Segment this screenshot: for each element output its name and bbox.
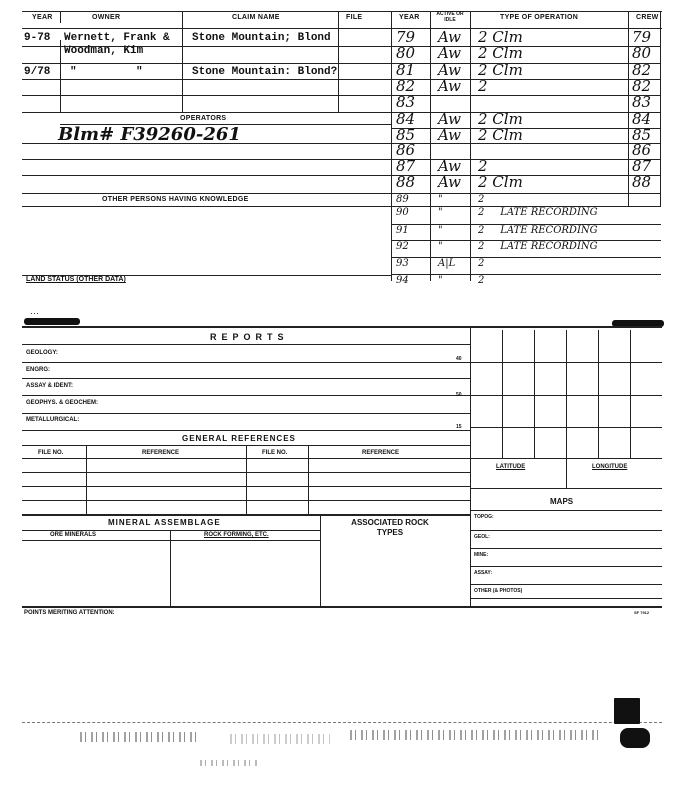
log-year: 93	[396, 258, 409, 269]
row-line	[22, 540, 320, 541]
vline	[534, 330, 535, 458]
reports-title: REPORTS	[210, 332, 289, 342]
points-meriting-attention-label: POINTS MERITING ATTENTION:	[24, 610, 115, 616]
log-line	[391, 175, 661, 176]
vline	[566, 330, 567, 488]
row-line	[22, 206, 392, 207]
claim-year-1: 9-78	[24, 32, 51, 44]
log-line	[391, 46, 661, 47]
claim-name-header: CLAIM NAME	[232, 14, 280, 21]
log-status: Aw	[438, 110, 461, 128]
claim-name-3: Stone Mountain: Blond?	[192, 66, 338, 78]
vline	[86, 445, 87, 514]
vline	[182, 11, 183, 112]
vline	[320, 514, 321, 606]
log-crew: 86	[632, 141, 652, 159]
vline	[630, 330, 631, 458]
log-status: "	[438, 275, 443, 286]
claim-owner-2: Woodman, Kim	[64, 45, 144, 57]
log-crew: 79	[632, 28, 652, 46]
active-idle-header: ACTIVE OR IDLE	[436, 11, 464, 23]
log-status: A|L	[438, 258, 456, 269]
scan-noise	[80, 732, 200, 742]
owner-header: OWNER	[92, 14, 121, 21]
row-line	[22, 430, 470, 431]
vline	[60, 40, 61, 112]
log-line	[391, 112, 661, 113]
log-operation: 2 Clm	[478, 44, 523, 62]
row-line	[22, 362, 470, 363]
row-line	[22, 79, 392, 80]
log-year: 92	[396, 241, 409, 252]
log-year: 89	[396, 194, 409, 205]
scan-noise	[230, 734, 330, 744]
grid-line	[470, 427, 662, 428]
longitude-label: LONGITUDE	[592, 464, 628, 470]
section-separator	[22, 606, 662, 608]
row-line	[22, 95, 392, 96]
year-header: YEAR	[32, 14, 53, 21]
log-crew: 83	[632, 93, 652, 111]
geol-label: GEOL:	[474, 534, 490, 540]
mineral-assemblage-title: MINERAL ASSEMBLAGE	[108, 518, 221, 527]
file-header: FILE	[346, 14, 363, 21]
scan-line	[22, 722, 662, 723]
log-crew: 88	[632, 173, 652, 191]
log-line	[391, 63, 661, 64]
log-operation: 2 Clm	[478, 110, 523, 128]
vline	[246, 445, 247, 514]
grid-line	[470, 488, 662, 489]
general-references-title: GENERAL REFERENCES	[182, 434, 296, 443]
log-operation: 2	[478, 157, 488, 175]
land-status-label: LAND STATUS (OTHER DATA)	[26, 276, 126, 283]
grid-line	[470, 362, 662, 363]
log-status: Aw	[438, 61, 461, 79]
grid-line	[470, 510, 662, 511]
vline	[502, 330, 503, 458]
log-year: 79	[396, 28, 416, 46]
geology-num: 40	[456, 356, 462, 362]
associated-rock-types-header: ASSOCIATED ROCK TYPES	[351, 518, 429, 537]
vline	[470, 326, 471, 606]
claim-name-1: Stone Mountain; Blond	[192, 32, 331, 44]
metallurgical-num: 15	[456, 424, 462, 430]
vline	[660, 11, 661, 206]
geology-label: GEOLOGY:	[26, 350, 58, 356]
mine-label: MINE:	[474, 552, 489, 558]
maps-title: MAPS	[550, 497, 574, 506]
year2-header: YEAR	[399, 14, 420, 21]
header-divider	[22, 28, 662, 29]
log-crew: 80	[632, 44, 652, 62]
assay-label: ASSAY & IDENT:	[26, 383, 74, 389]
log-crew: 82	[632, 61, 652, 79]
top-border	[22, 11, 662, 12]
rock-forming-header: ROCK FORMING, ETC.	[204, 532, 269, 538]
log-crew: 84	[632, 110, 652, 128]
log-year: 91	[396, 225, 409, 236]
ink-block	[614, 698, 640, 724]
log-year: 86	[396, 141, 416, 159]
row-line	[22, 530, 320, 531]
log-status: Aw	[438, 173, 461, 191]
log-operation: 2	[478, 194, 485, 205]
vline	[338, 11, 339, 112]
grid-line	[470, 566, 662, 567]
ore-minerals-header: ORE MINERALS	[50, 532, 97, 538]
row-line	[22, 112, 392, 113]
log-year: 81	[396, 61, 416, 79]
row-line	[22, 159, 392, 160]
log-line	[391, 159, 661, 160]
log-crew: 82	[632, 77, 652, 95]
log-status: Aw	[438, 44, 461, 62]
log-year: 88	[396, 173, 416, 191]
ink-blob	[620, 728, 650, 748]
section-separator	[22, 514, 470, 516]
log-crew: 85	[632, 126, 652, 144]
row-line	[22, 143, 392, 144]
claim-owner-3: " "	[70, 66, 143, 78]
vline	[308, 445, 309, 514]
vline	[170, 530, 171, 606]
operators-title: OPERATORS	[180, 115, 227, 122]
log-status: Aw	[438, 126, 461, 144]
log-year: 90	[396, 207, 409, 218]
claim-year-3: 9/78	[24, 66, 51, 78]
log-line	[391, 79, 661, 80]
scan-noise	[200, 760, 260, 766]
log-status: Aw	[438, 77, 461, 95]
row-line	[22, 378, 470, 379]
type-of-operation-header: TYPE OF OPERATION	[500, 14, 579, 21]
log-line	[391, 143, 661, 144]
geophys-num: 50	[456, 392, 462, 398]
grid-line	[470, 458, 662, 459]
vline	[628, 11, 629, 206]
grid-line	[470, 584, 662, 585]
grid-line	[470, 598, 662, 599]
row-line	[22, 193, 392, 194]
file-no-header: FILE NO.	[38, 450, 64, 456]
log-status: "	[438, 241, 443, 252]
log-year: 87	[396, 157, 416, 175]
log-line	[391, 95, 661, 96]
ink-smear-left	[24, 318, 80, 325]
log-year: 80	[396, 44, 416, 62]
log-line	[391, 193, 661, 194]
log-line	[391, 274, 661, 275]
log-crew: 87	[632, 157, 652, 175]
geophys-label: GEOPHYS. & GEOCHEM:	[26, 400, 99, 406]
grid-line	[470, 530, 662, 531]
grid-line	[470, 548, 662, 549]
latitude-label: LATITUDE	[496, 464, 526, 470]
section-separator	[22, 326, 662, 328]
log-status: Aw	[438, 28, 461, 46]
vline	[598, 330, 599, 458]
row-line	[22, 395, 470, 396]
grid-line	[470, 395, 662, 396]
row-line	[22, 344, 470, 345]
log-operation: 2 Clm	[478, 173, 523, 191]
metallurgical-label: METALLURGICAL:	[26, 417, 80, 423]
crew-header: CREW	[636, 14, 659, 21]
reference-header: REFERENCE	[142, 450, 180, 456]
log-operation: 2	[478, 258, 485, 269]
log-operation: 2 Clm	[478, 126, 523, 144]
assay-map-label: ASSAY:	[474, 570, 493, 576]
log-operation: 2	[478, 77, 488, 95]
row-line	[22, 175, 392, 176]
log-operation: 2 LATE RECORDING	[478, 241, 598, 252]
log-operation: 2 LATE RECORDING	[478, 207, 598, 218]
operators-text: Blm# F39260-261	[58, 124, 241, 145]
log-status: "	[438, 225, 443, 236]
engrg-label: ENGRG:	[26, 367, 50, 373]
log-operation: 2 Clm	[478, 61, 523, 79]
other-persons-title: OTHER PERSONS HAVING KNOWLEDGE	[102, 196, 249, 203]
log-line	[391, 257, 661, 258]
log-status: Aw	[438, 157, 461, 175]
log-status: "	[438, 207, 443, 218]
log-year: 94	[396, 275, 409, 286]
claim-owner-1: Wernett, Frank &	[64, 32, 170, 44]
form-code: SF 7912	[634, 610, 650, 615]
vline	[60, 11, 61, 23]
dot-mark: ···	[30, 308, 39, 318]
row-line	[22, 413, 470, 414]
log-year: 83	[396, 93, 416, 111]
scan-noise	[350, 730, 600, 740]
log-year: 82	[396, 77, 416, 95]
log-year: 85	[396, 126, 416, 144]
log-operation: 2	[478, 275, 485, 286]
log-status: "	[438, 194, 443, 205]
row-line	[22, 63, 392, 64]
log-year: 84	[396, 110, 416, 128]
file-no2-header: FILE NO.	[262, 450, 288, 456]
log-line	[391, 128, 661, 129]
topog-label: TOPOG:	[474, 514, 494, 520]
reference2-header: REFERENCE	[362, 450, 400, 456]
other-photos-label: OTHER (& PHOTOS)	[474, 588, 523, 594]
log-operation: 2 Clm	[478, 28, 523, 46]
log-operation: 2 LATE RECORDING	[478, 225, 598, 236]
